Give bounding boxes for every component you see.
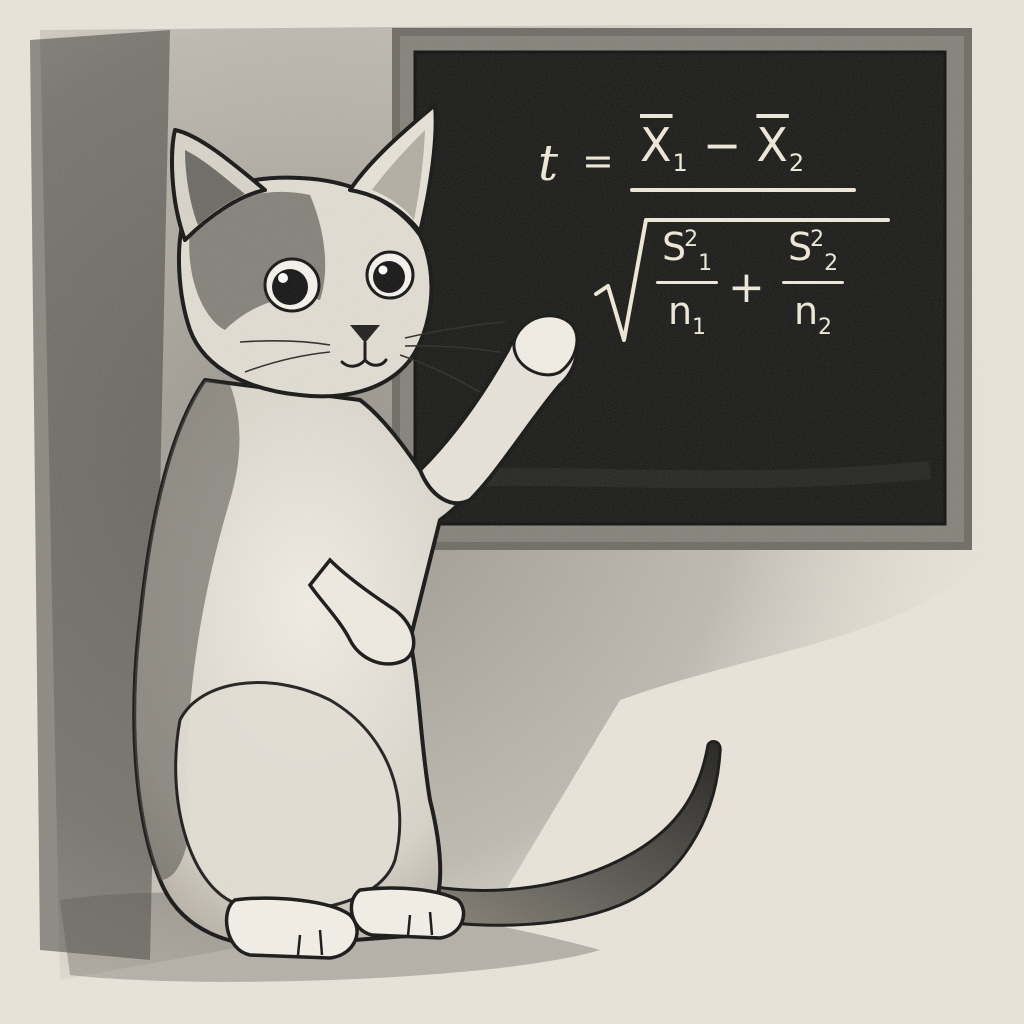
formula-variance-term-2	[782, 225, 844, 340]
formula-mean-x2: $\overline{X}$	[756, 118, 789, 172]
formula-s1: S	[661, 225, 687, 269]
formula-variance-term-1	[656, 225, 718, 340]
formula-mean-x2-subscript: 2	[788, 149, 806, 177]
formula-n2: n	[793, 289, 819, 333]
chalk-formula	[528, 100, 888, 400]
formula-plus-sign: +	[728, 262, 765, 313]
formula-minus-sign: −	[702, 118, 743, 172]
formula-n2-subscript: 2	[818, 315, 833, 340]
formula-variance-term-1-bar	[656, 281, 718, 284]
formula-equals-sign: =	[582, 139, 614, 183]
formula-s2-exponent: 2	[810, 227, 825, 252]
formula-s2: S	[787, 225, 813, 269]
formula-numerator	[640, 118, 806, 177]
formula-mean-x1: $\overline{X}$	[640, 118, 673, 172]
formula-n1-subscript: 1	[692, 315, 707, 340]
formula-variance-term-2-bar	[782, 281, 844, 284]
formula-s1-exponent: 2	[684, 227, 699, 252]
formula-s1-subscript: 1	[698, 251, 713, 276]
formula-fraction-bar	[630, 188, 856, 192]
formula-s2-subscript: 2	[824, 251, 839, 276]
formula-n1: n	[667, 289, 693, 333]
formula-t-variable: t	[538, 134, 559, 192]
formula-mean-x1-subscript: 1	[672, 149, 689, 177]
